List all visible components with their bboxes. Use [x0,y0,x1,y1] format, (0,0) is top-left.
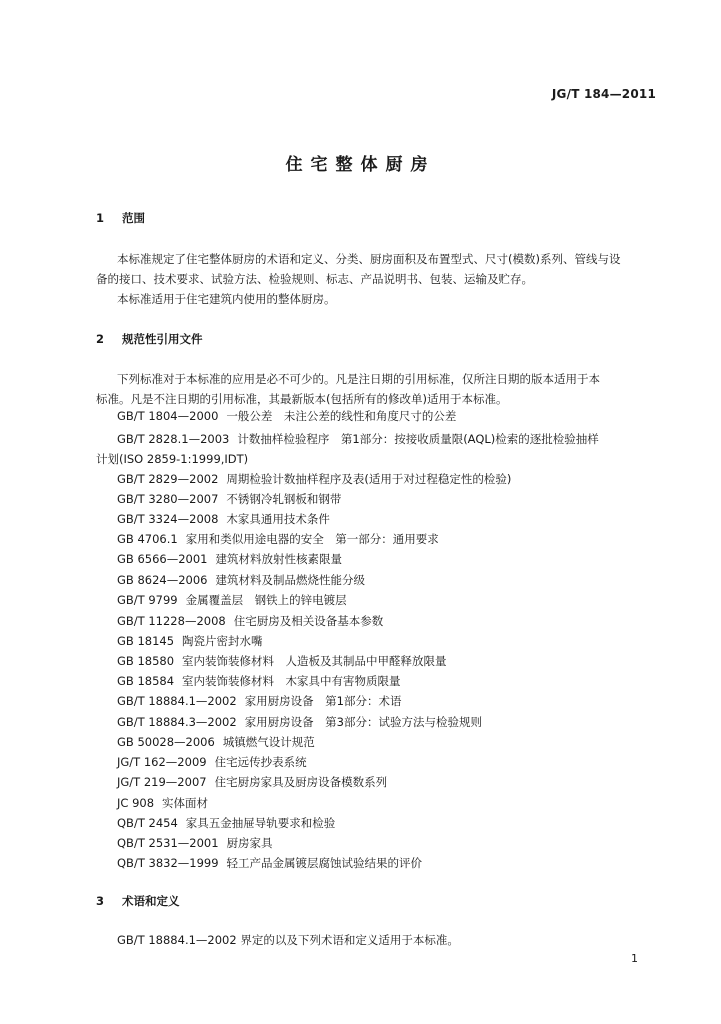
reference-title: 陶瓷片密封水嘴 [182,634,263,648]
page-number: 1 [631,952,638,965]
reference-code: GB 50028—2006 [117,735,215,749]
reference-title: 室内装饰装修材料 人造板及其制品中甲醛释放限量 [182,654,447,668]
reference-item [117,592,347,608]
reference-item-continued [96,451,248,467]
reference-code: JC 908 [117,796,155,810]
reference-title: 住宅厨房及相关设备基本参数 [233,614,384,628]
reference-item [117,815,335,831]
section-1-paragraph: 备的接口、技术要求、试验方法、检验规则、标志、产品说明书、包装、运输及贮存。 [96,272,533,286]
reference-title: 不锈钢冷轧钢板和钢带 [226,492,342,506]
reference-item [117,734,315,750]
reference-title: 周期检验计数抽样程序及表(适用于对过程稳定性的检验) [226,472,512,486]
reference-code: QB/T 2531—2001 [117,836,219,850]
reference-title: 计数抽样检验程序 第1部分：按接收质量限(AQL)检索的逐批检验抽样 [237,432,599,446]
reference-title: 家用厨房设备 第3部分：试验方法与检验规则 [244,715,483,729]
section-1-paragraph: 本标准规定了住宅整体厨房的术语和定义、分类、厨房面积及布置型式、尺寸(模数)系列、管线与设 [117,252,621,266]
reference-code: GB/T 9799 [117,593,178,607]
reference-code: QB/T 3832—1999 [117,856,219,870]
reference-item [117,408,456,424]
section-2-heading [96,331,203,347]
reference-code: GB 4706.1 [117,532,178,546]
reference-item [117,774,387,790]
reference-code: GB/T 11228—2008 [117,614,226,628]
reference-code: GB/T 3324—2008 [117,512,219,526]
reference-title: 轻工产品金属镀层腐蚀试验结果的评价 [226,856,423,870]
reference-code: GB 18145 [117,634,175,648]
reference-title: 家具五金抽屉导轨要求和检验 [185,816,336,830]
reference-item [117,714,482,730]
reference-title: 厨房家具 [226,836,273,850]
standard-code: JG/T 184—2011 [551,87,656,101]
reference-item [117,855,422,871]
reference-code: GB 6566—2001 [117,552,208,566]
reference-code: GB 18580 [117,654,175,668]
reference-item [117,613,383,629]
section-2-paragraph: 标准。凡是不注日期的引用标准，其最新版本(包括所有的修改单)适用于本标准。 [96,392,508,406]
reference-code: GB 8624—2006 [117,573,208,587]
reference-item [117,431,599,447]
reference-code: GB/T 3280—2007 [117,492,219,506]
reference-title: 建筑材料放射性核素限量 [215,552,342,566]
reference-item [117,551,342,567]
section-2-paragraph: 下列标准对于本标准的应用是必不可少的。凡是注日期的引用标准，仅所注日期的版本适用于本 [117,372,600,386]
section-3-heading [96,893,180,909]
section-title: 规范性引用文件 [122,332,203,346]
document-title: 住宅整体厨房 [285,155,436,175]
section-1-paragraph: 本标准适用于住宅建筑内使用的整体厨房。 [117,292,336,306]
reference-code: JG/T 162—2009 [117,755,207,769]
reference-item [117,531,439,547]
reference-item [117,673,401,689]
reference-code: QB/T 2454 [117,816,178,830]
section-title: 术语和定义 [122,894,180,908]
reference-item [117,693,402,709]
reference-title: 计划(ISO 2859-1:1999,IDT) [96,452,249,466]
reference-item [117,653,447,669]
reference-code: JG/T 219—2007 [117,775,207,789]
reference-item [117,835,273,851]
reference-item [117,471,511,487]
reference-item [117,511,330,527]
reference-title: 城镇燃气设计规范 [222,735,315,749]
section-number: 3 [96,894,105,908]
reference-title: 住宅厨房家具及厨房设备模数系列 [214,775,388,789]
reference-item [117,795,208,811]
reference-code: GB/T 18884.1—2002 [117,694,237,708]
reference-item [117,633,263,649]
section-number: 2 [96,332,105,346]
reference-title: 一般公差 未注公差的线性和角度尺寸的公差 [226,409,457,423]
reference-code: GB/T 2828.1—2003 [117,432,230,446]
reference-title: 建筑材料及制品燃烧性能分级 [215,573,365,587]
reference-title: 金属覆盖层 钢铁上的锌电镀层 [185,593,347,607]
reference-code: GB/T 2829—2002 [117,472,219,486]
reference-title: 室内装饰装修材料 木家具中有害物质限量 [182,674,401,688]
section-3-paragraph: GB/T 18884.1—2002 界定的以及下列术语和定义适用于本标准。 [117,933,459,947]
reference-code: GB/T 18884.3—2002 [117,715,237,729]
reference-code: GB/T 1804—2000 [117,409,219,423]
reference-item [117,754,307,770]
reference-title: 实体面材 [162,796,209,810]
reference-title: 木家具通用技术条件 [226,512,330,526]
reference-code: GB 18584 [117,674,175,688]
reference-title: 家用和类似用途电器的安全 第一部分：通用要求 [185,532,439,546]
reference-item [117,491,341,507]
section-number: 1 [96,211,105,225]
reference-title: 住宅远传抄表系统 [214,755,307,769]
section-title: 范围 [122,211,146,225]
section-1-heading [96,210,145,226]
reference-title: 家用厨房设备 第1部分：术语 [244,694,402,708]
reference-item [117,572,365,588]
